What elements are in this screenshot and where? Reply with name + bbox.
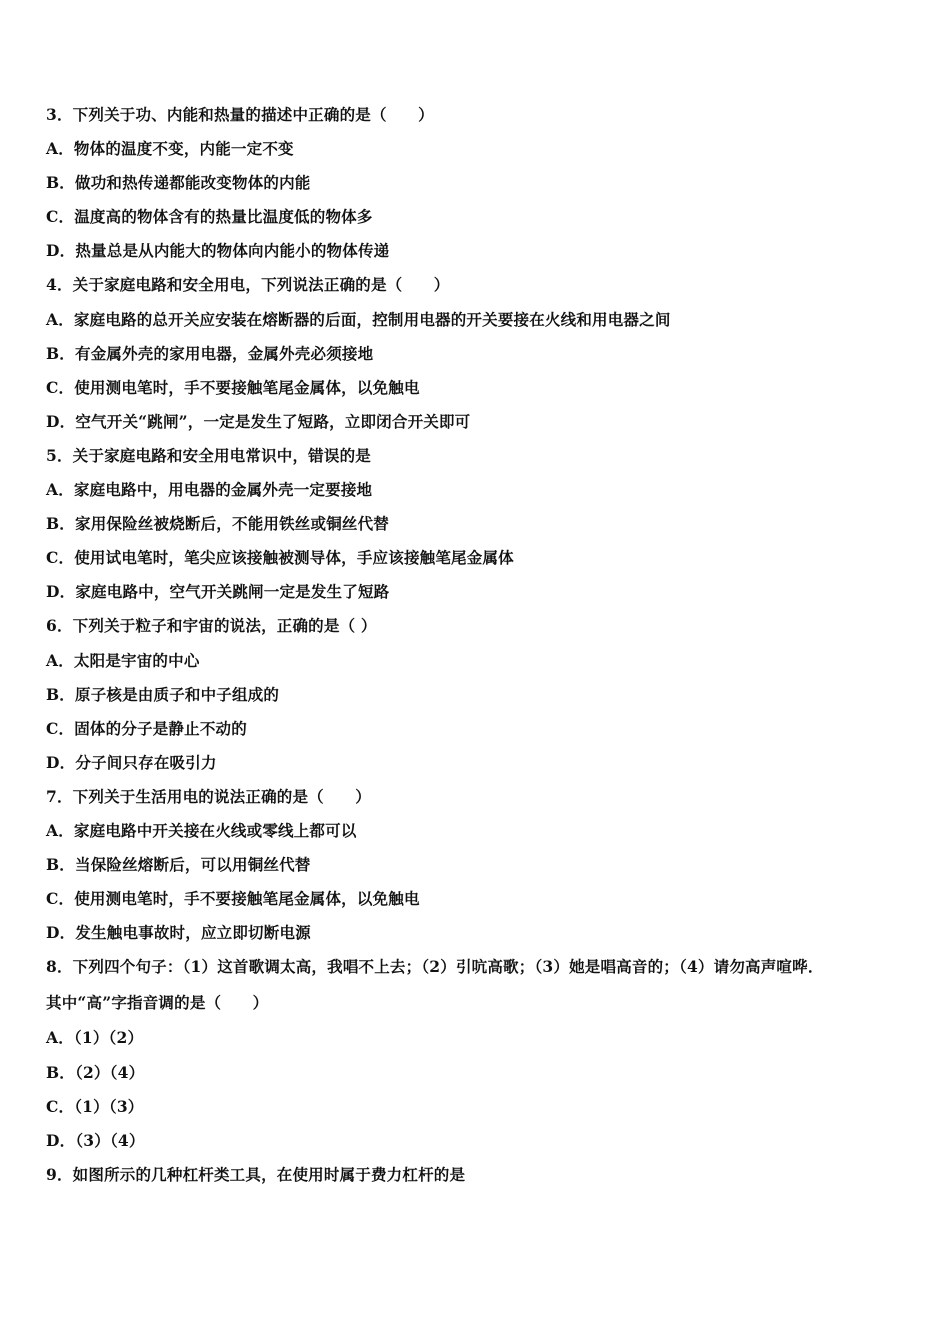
question-3-option-c: C．温度高的物体含有的热量比温度低的物体多 bbox=[46, 207, 373, 227]
question-4-option-c: C．使用测电笔时，手不要接触笔尾金属体，以免触电 bbox=[46, 377, 420, 397]
question-7-option-c: C．使用测电笔时，手不要接触笔尾金属体，以免触电 bbox=[46, 889, 420, 909]
question-7-option-b: B．当保险丝熔断后，可以用铜丝代替 bbox=[46, 855, 311, 875]
question-3-stem: 3．下列关于功、内能和热量的描述中正确的是（ ） bbox=[46, 105, 434, 124]
question-3-option-b: B．做功和热传递都能改变物体的内能 bbox=[46, 173, 311, 193]
question-6-option-a: A．太阳是宇宙的中心 bbox=[46, 650, 200, 670]
question-4-option-b: B．有金属外壳的家用电器，金属外壳必须接地 bbox=[46, 343, 374, 363]
question-8-option-a: A．（1）（2） bbox=[46, 1028, 144, 1048]
question-3-option-d: D．热量总是从内能大的物体向内能小的物体传递 bbox=[46, 241, 390, 261]
question-8-option-b: B．（2）（4） bbox=[46, 1062, 145, 1082]
question-4-stem: 4．关于家庭电路和安全用电，下列说法正确的是（ ） bbox=[46, 275, 450, 295]
question-7-option-a: A．家庭电路中开关接在火线或零线上都可以 bbox=[46, 820, 357, 840]
question-3-option-a: A．物体的温度不变，内能一定不变 bbox=[46, 139, 294, 159]
question-9-stem: 9．如图所示的几种杠杆类工具，在使用时属于费力杠杆的是 bbox=[46, 1164, 466, 1184]
question-list bbox=[46, 98, 906, 1192]
question-5-option-b: B．家用保险丝被烧断后，不能用铁丝或铜丝代替 bbox=[46, 514, 390, 534]
question-8-stem-continued: 其中“高”字指音调的是（ ） bbox=[46, 993, 269, 1013]
question-7-stem: 7．下列关于生活用电的说法正确的是（ ） bbox=[46, 786, 371, 806]
question-5-option-c: C．使用试电笔时，笔尖应该接触被测导体，手应该接触笔尾金属体 bbox=[46, 548, 514, 568]
question-5-option-d: D．家庭电路中，空气开关跳闸一定是发生了短路 bbox=[46, 582, 390, 602]
question-7-option-d: D．发生触电事故时，应立即切断电源 bbox=[46, 923, 311, 943]
question-8-stem: 8．下列四个句子：（1）这首歌调太高，我唱不上去；（2）引吭高歌；（3）她是唱高音的；（4）请勿高声喧哗． bbox=[46, 957, 824, 977]
question-6-option-c: C．固体的分子是静止不动的 bbox=[46, 718, 247, 738]
question-6-option-b: B．原子核是由质子和中子组成的 bbox=[46, 684, 280, 704]
question-6-stem: 6．下列关于粒子和宇宙的说法，正确的是（ ） bbox=[46, 616, 377, 636]
question-8-option-c: C．（1）（3） bbox=[46, 1096, 144, 1116]
question-4-option-d: D．空气开关“跳闸”，一定是发生了短路，立即闭合开关即可 bbox=[46, 411, 471, 431]
question-5-stem: 5．关于家庭电路和安全用电常识中，错误的是 bbox=[46, 445, 371, 465]
question-5-option-a: A．家庭电路中，用电器的金属外壳一定要接地 bbox=[46, 480, 373, 500]
question-4-option-a: A．家庭电路的总开关应安装在熔断器的后面，控制用电器的开关要接在火线和用电器之间 bbox=[46, 309, 671, 329]
question-8-option-d: D．（3）（4） bbox=[46, 1130, 145, 1150]
question-6-option-d: D．分子间只存在吸引力 bbox=[46, 752, 217, 772]
